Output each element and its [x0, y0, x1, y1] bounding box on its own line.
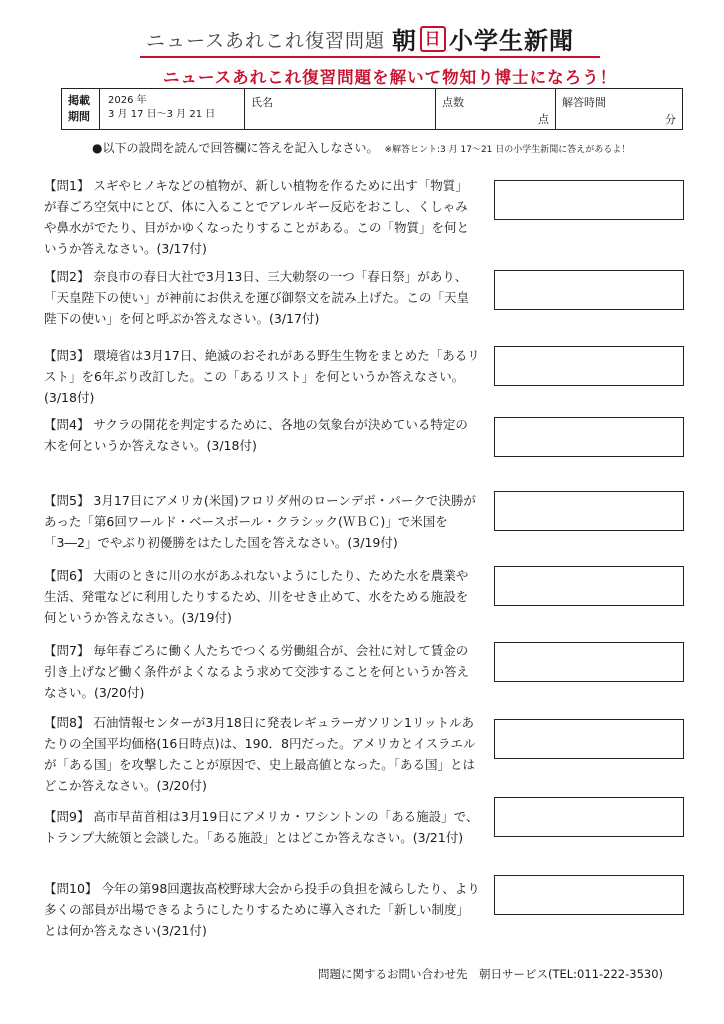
- question-7: 【問7】 毎年春ごろに働く人たちでつくる労働組合が、会社に対して賃金の引き上げなど働く条件がよくなるよう求めて交渉することを何というか答えなさい。(3/20付): [44, 643, 470, 700]
- question-2: 【問2】 奈良市の春日大社で3月13日、三大勅祭の一つ「春日祭」があり、「天皇陛下の使い」が神前にお供えを運び御祭文を読み上げた。この「天皇陛下の使い」を何と呼ぶか答えなさい。(3/17付): [44, 269, 470, 326]
- period-dates-cell: [100, 89, 245, 129]
- answer-box-3[interactable]: [494, 346, 684, 386]
- question-10: 【問10】 今年の第98回選抜高校野球大会から投手の負担を減らしたり、より多くの部員が出場できるようにしたりするために導入された「新しい制度」とは何か答えなさい(3/21付): [44, 881, 480, 938]
- answer-box-8[interactable]: [494, 719, 684, 759]
- logo-sun-icon: 日: [420, 26, 446, 52]
- instructions-hint: ※解答ヒント:3 月 17～21 日の小学生新聞に答えがあるよ！: [384, 145, 631, 155]
- period-label-line1: 掲載: [68, 94, 90, 107]
- newspaper-logo: [392, 21, 574, 56]
- answer-box-2[interactable]: [494, 270, 684, 310]
- name-field[interactable]: [245, 89, 436, 129]
- question-4: 【問4】 サクラの開花を判定するために、各地の気象台が決めている特定の木を何というか答えなさい。(3/18付): [44, 417, 468, 453]
- header-title: ニュースあれこれ復習問題: [146, 30, 386, 52]
- score-unit: 点: [538, 113, 549, 126]
- period-range: 3 月 17 日～3 月 21 日: [108, 109, 216, 120]
- question-9: 【問9】 高市早苗首相は3月19日にアメリカ・ワシントンの「ある施設」で、トランプ大統領と会談した。「ある施設」とはどこか答えなさい。(3/21付): [44, 809, 479, 845]
- question-3: 【問3】 環境省は3月17日、絶滅のおそれがある野生生物をまとめた「あるリスト」を6年ぶり改訂した。この「あるリスト」を何というか答えなさい。(3/18付): [44, 348, 480, 405]
- logo-left: 朝: [392, 27, 417, 55]
- subtitle: ニュースあれこれ復習問題を解いて物知り博士になろう！: [162, 68, 618, 87]
- question-5: 【問5】 3月17日にアメリカ(米国)フロリダ州のローンデポ・パークで決勝があった「第6回ワールド・ベースボール・クラシック(ＷＢＣ)」で米国を「3―2」でやぶり初優勝をはたした国を答えなさい。(3/19付): [44, 493, 476, 550]
- answer-box-9[interactable]: [494, 797, 684, 837]
- time-unit: 分: [665, 113, 676, 126]
- period-label-line2: 期間: [68, 110, 90, 123]
- time-field[interactable]: [556, 89, 682, 129]
- score-field[interactable]: [436, 89, 556, 129]
- info-table: [61, 88, 683, 130]
- header-divider: [140, 56, 600, 58]
- answer-box-7[interactable]: [494, 642, 684, 682]
- contact-footer: 問題に関するお問い合わせ先 朝日サービス(TEL:011-222-3530): [318, 967, 664, 981]
- period-year: 2026 年: [108, 95, 147, 106]
- instructions: [92, 139, 630, 156]
- question-6: 【問6】 大雨のときに川の水があふれないようにしたり、ためた水を農業や生活、発電などに利用したりするため、川をせき止めて、水をためる施設を何というか答えなさい。(3/19付): [44, 568, 469, 625]
- answer-box-10[interactable]: [494, 875, 684, 915]
- score-label: 点数: [442, 96, 464, 109]
- answer-box-6[interactable]: [494, 566, 684, 606]
- time-label: 解答時間: [562, 96, 606, 109]
- instructions-text: ●以下の設問を読んで回答欄に答えを記入しなさい。: [92, 141, 379, 155]
- answer-box-5[interactable]: [494, 491, 684, 531]
- logo-right: 小学生新聞: [449, 27, 574, 55]
- period-label-cell: [62, 89, 100, 129]
- name-label: 氏名: [251, 96, 273, 109]
- question-8: 【問8】 石油情報センターが3月18日に発表レギュラーガソリン1リットルあたりの全国平均価格(16日時点)は、190．8円だった。アメリカとイスラエルが「ある国」を攻撃したことが原因で、史上最高値となった。「ある国」とはどこか答えなさい。(3/20付): [44, 715, 476, 793]
- question-1: 【問1】 スギやヒノキなどの植物が、新しい植物を作るために出す「物質」が春ごろ空気中にとび、体に入ることでアレルギー反応をおこし、くしゃみや鼻水がでたり、目がかゆくなったりすることがある。この「物質」を何というか答えなさい。(3/17付): [44, 178, 470, 256]
- answer-box-1[interactable]: [494, 180, 684, 220]
- answer-box-4[interactable]: [494, 417, 684, 457]
